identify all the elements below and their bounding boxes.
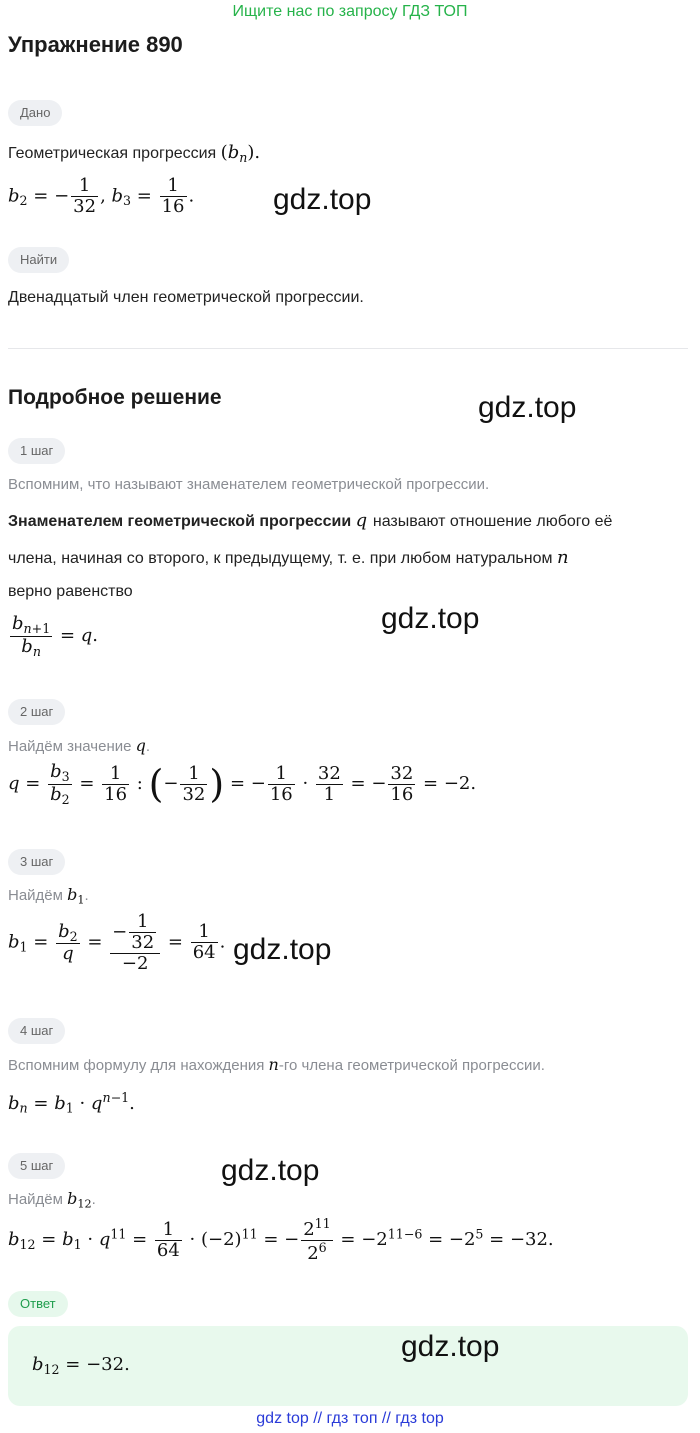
step-1-text: Вспомним, что называют знаменателем геометрической прогрессии. xyxy=(8,476,490,493)
step-4-badge: 4 шаг xyxy=(8,1018,65,1044)
find-text: Двенадцатый член геометрической прогрессии. xyxy=(8,289,364,306)
footer-links[interactable]: gdz top // гдз топ // гдз top xyxy=(256,1410,444,1427)
step-2-text-label: Найдём значение xyxy=(8,738,132,755)
definition-line-2: члена, начиная со второго, к предыдущему, т. е. при любом натуральном n xyxy=(8,547,569,568)
definition-line-2-text: члена, начиная со второго, к предыдущему, т. е. при любом натуральном xyxy=(8,550,553,567)
step-4-text: Вспомним формулу для нахождения n-го члена геометрической прогрессии. xyxy=(8,1055,545,1074)
watermark-6: gdz.top xyxy=(401,1330,500,1363)
q-formula: q = $\frac{b_3}{b_2}$ = $\frac{1}{16}$ : (− $\frac{1}{32}$ ) = − $\frac{1}{16}$ · $\frac{32}{1}$ = − $\frac{32}{16}$ = −2. xyxy=(8,761,477,807)
watermark-1: gdz.top xyxy=(273,183,372,216)
given-text: Геометрическая прогрессия $(b_n)$. xyxy=(8,142,261,165)
page-title: Упражнение 890 xyxy=(8,32,183,57)
definition-term: Знаменателем геометрической прогрессии xyxy=(8,513,352,530)
step-3-text: Найдём $b_1$. xyxy=(8,885,89,907)
step-1-badge: 1 шаг xyxy=(8,438,65,464)
step-5-text: Найдём $b_{12}$. xyxy=(8,1189,96,1211)
watermark-4: gdz.top xyxy=(233,933,332,966)
divider xyxy=(8,348,688,349)
answer-formula: $b_{12} = -32$. xyxy=(32,1354,130,1377)
definition-line-1: Знаменателем геометрической прогрессии q называют отношение любого её xyxy=(8,510,613,531)
given-text-label: Геометрическая прогрессия xyxy=(8,145,217,162)
step-2-text: Найдём значение q. xyxy=(8,736,151,755)
watermark-5: gdz.top xyxy=(221,1154,320,1187)
step-3-text-label: Найдём xyxy=(8,887,63,904)
definition-rest: называют отношение любого её xyxy=(372,513,613,530)
step-3-badge: 3 шаг xyxy=(8,849,65,875)
watermark-2: gdz.top xyxy=(478,391,577,424)
step-5-text-label: Найдём xyxy=(8,1191,63,1208)
b12-formula: $b_{12} = b_1 \cdot q^{11}$ = $\frac{1}{64}$ · $(-2)^{11}$ = − $\frac{2^{11}}{2^6}$ = $-2^{11-6} = -2^5 = -32$. xyxy=(8,1216,554,1264)
given-formula: $b_2$ = − $\frac{1}{32}$ , $b_3$ = $\frac{1}{16}$ . xyxy=(8,175,195,217)
step-4-text-b: -го члена геометрической прогрессии. xyxy=(278,1057,545,1074)
watermark-3: gdz.top xyxy=(381,602,480,635)
solution-title: Подробное решение xyxy=(8,386,222,409)
search-banner: Ищите нас по запросу ГДЗ ТОП xyxy=(232,3,468,20)
answer-badge: Ответ xyxy=(8,1291,68,1317)
b1-formula: $b_1$ = $\frac{b_2}{q}$ = − $\frac{1}{32}$ −2 = $\frac{1}{64}$ . xyxy=(8,911,226,974)
definition-line-3: верно равенство xyxy=(8,583,133,600)
step-5-badge: 5 шаг xyxy=(8,1153,65,1179)
step-2-badge: 2 шаг xyxy=(8,699,65,725)
find-badge: Найти xyxy=(8,247,69,273)
step-4-text-a: Вспомним формулу для нахождения xyxy=(8,1057,265,1074)
nth-term-formula: $b_n = b_1 \cdot q^{n-1}$. xyxy=(8,1090,135,1116)
ratio-formula: $\frac{b_{n+1}}{b_n}$ = q. xyxy=(12,613,99,659)
given-badge: Дано xyxy=(8,100,62,126)
